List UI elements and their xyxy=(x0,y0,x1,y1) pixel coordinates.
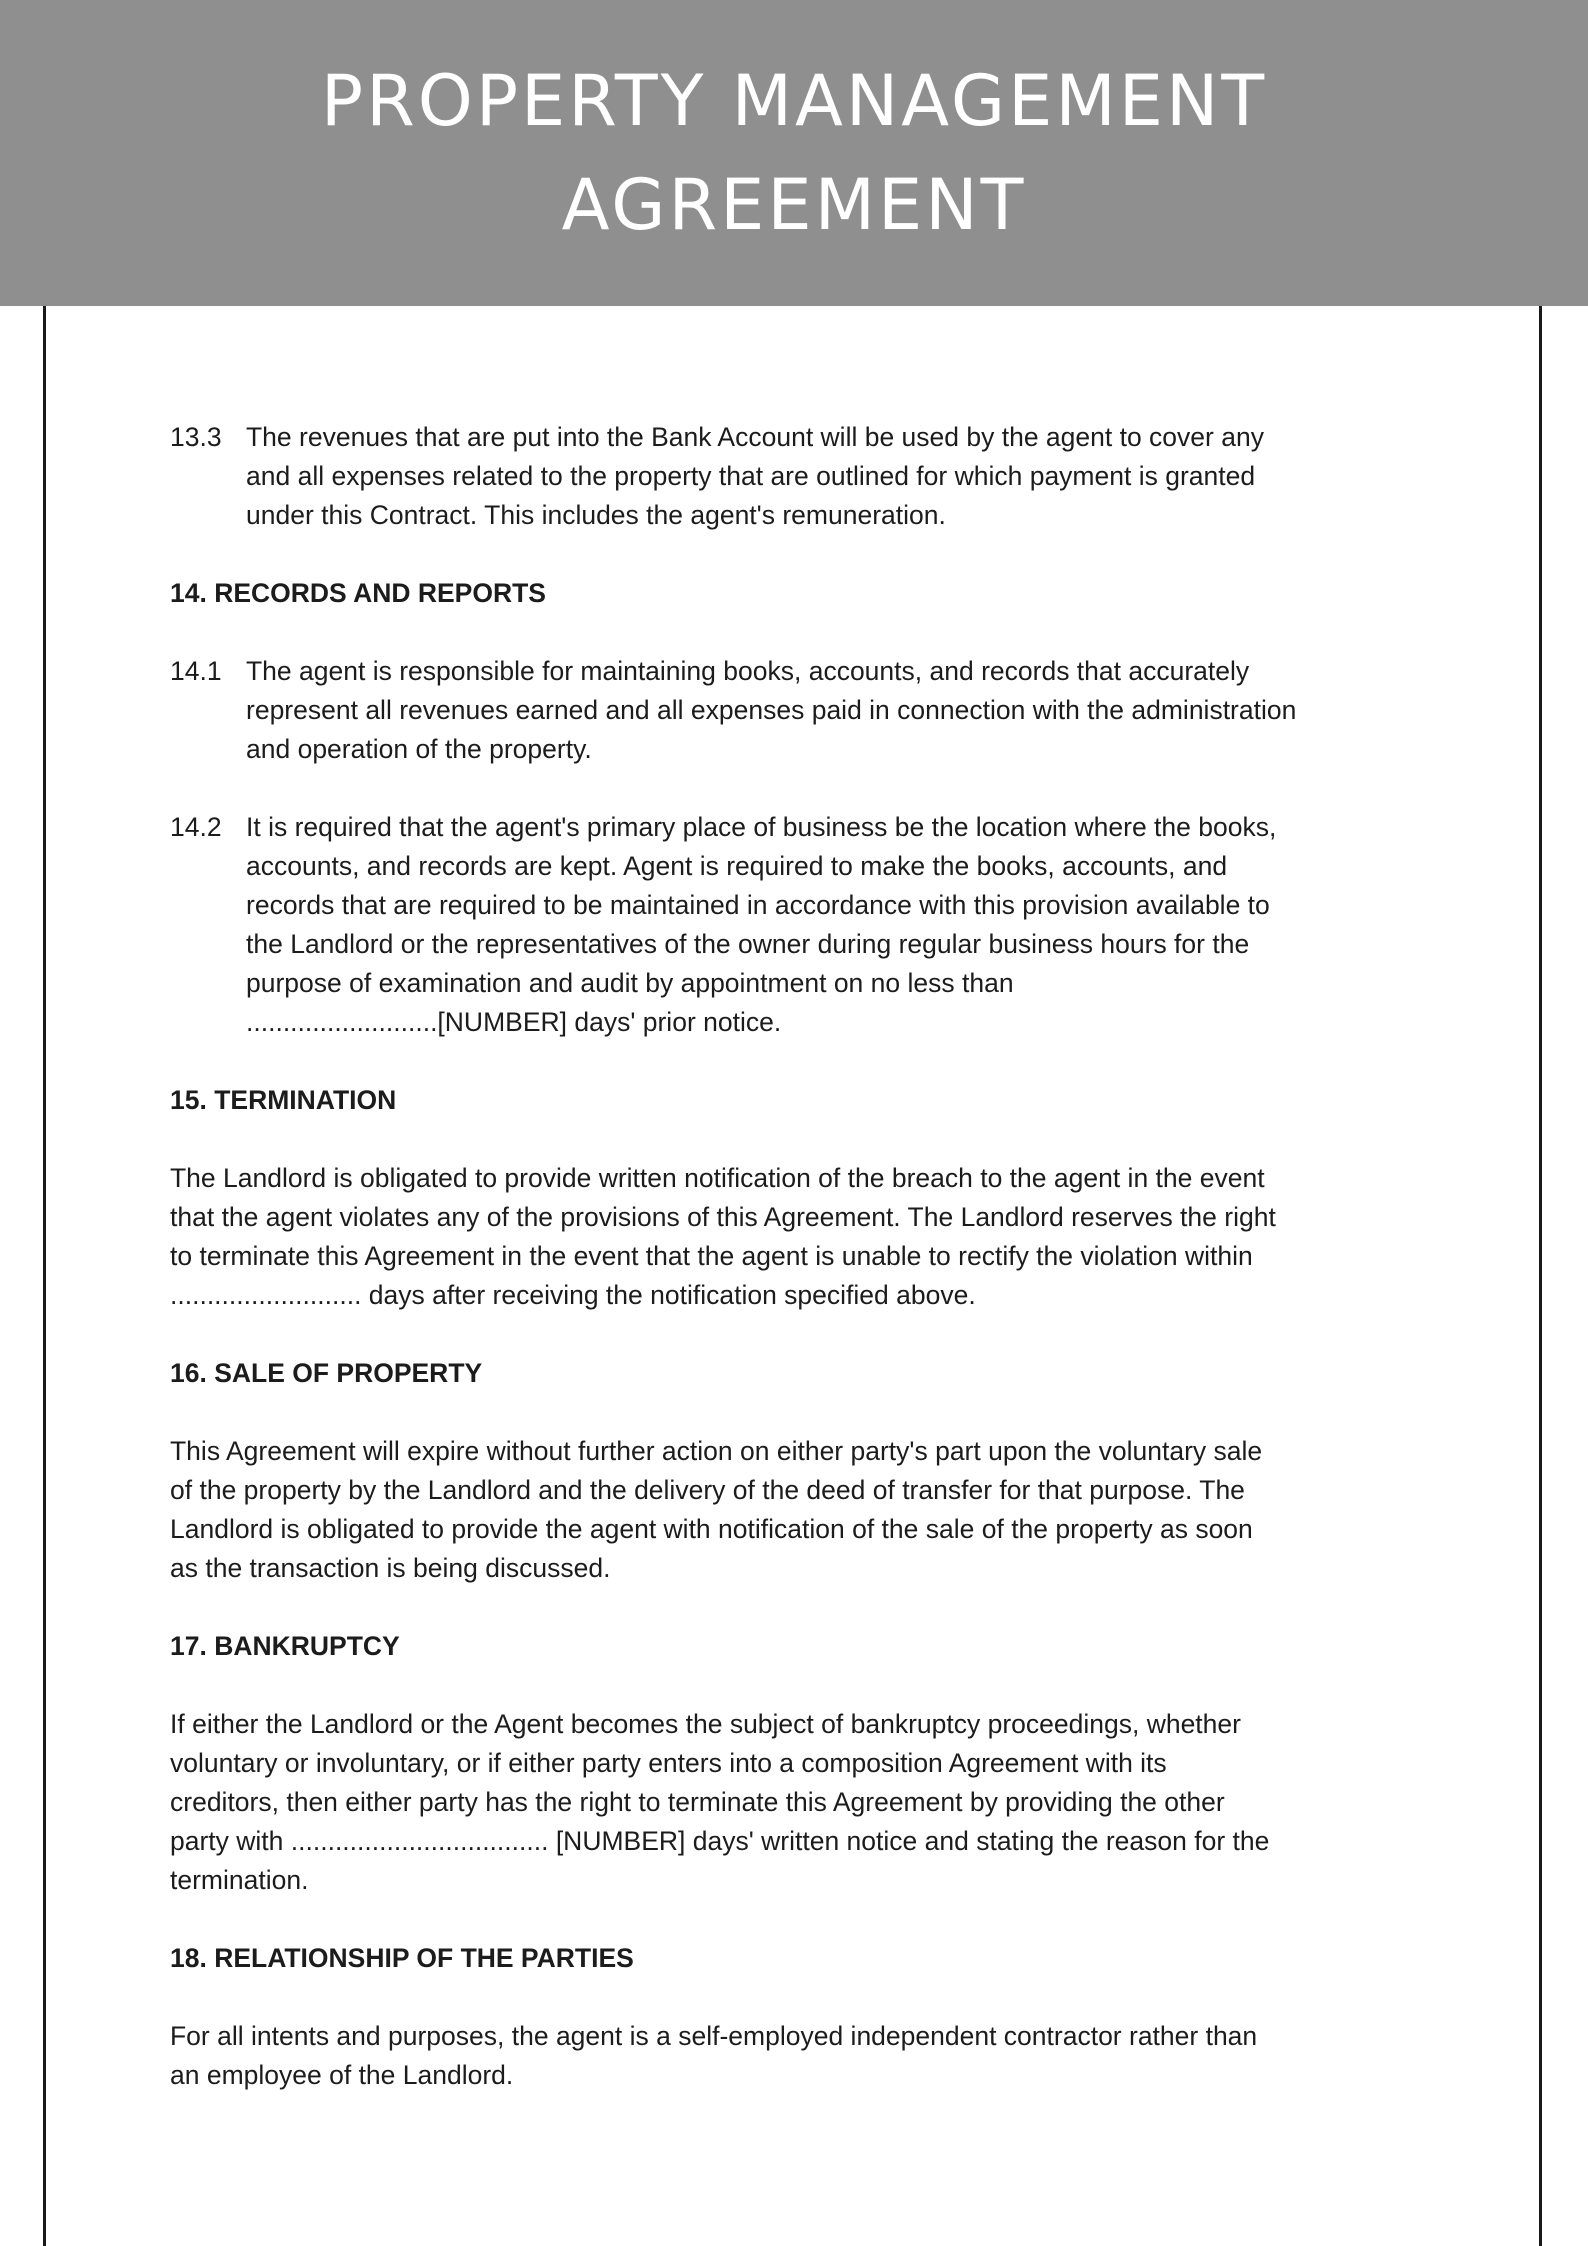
text-line: of the property by the Landlord and the delivery of the deed of transfer for that purpose. The xyxy=(170,1475,1245,1505)
text-line: Landlord is obligated to provide the agent with notification of the sale of the property as soon xyxy=(170,1514,1253,1544)
text-line: The agent is responsible for maintaining books, accounts, and records that accurately xyxy=(246,656,1250,686)
text-line: ..........................[NUMBER] days' prior notice. xyxy=(246,1007,782,1037)
section-heading-bankruptcy: 17. BANKRUPTCY xyxy=(170,1631,400,1661)
clause-14-1 xyxy=(170,652,1420,769)
sale-of-property-paragraph xyxy=(170,1432,1420,1588)
clause-text xyxy=(246,808,1420,1042)
text-line: records that are required to be maintained in accordance with this provision available to xyxy=(246,890,1270,920)
clause-text xyxy=(246,418,1420,535)
document-body xyxy=(170,418,1420,2134)
document-title-line-2: AGREEMENT xyxy=(561,164,1027,246)
section-heading-termination: 15. TERMINATION xyxy=(170,1085,397,1115)
clause-number: 14.2 xyxy=(170,812,222,842)
text-line: and operation of the property. xyxy=(246,734,592,764)
clause-number: 14.1 xyxy=(170,656,222,686)
text-line: as the transaction is being discussed. xyxy=(170,1553,611,1583)
text-line: If either the Landlord or the Agent becomes the subject of bankruptcy proceedings, whether xyxy=(170,1709,1241,1739)
section-heading-records-and-reports: 14. RECORDS AND REPORTS xyxy=(170,578,546,608)
text-line: voluntary or involuntary, or if either party enters into a composition Agreement with its xyxy=(170,1748,1167,1778)
text-line: under this Contract. This includes the agent's remuneration. xyxy=(246,500,946,530)
clause-number: 13.3 xyxy=(170,422,222,452)
clause-text xyxy=(246,652,1420,769)
text-line: to terminate this Agreement in the event that the agent is unable to rectify the violation within xyxy=(170,1241,1253,1271)
clause-13-3 xyxy=(170,418,1420,535)
termination-paragraph xyxy=(170,1159,1420,1315)
text-line: termination. xyxy=(170,1865,309,1895)
text-line: the Landlord or the representatives of the owner during regular business hours for the xyxy=(246,929,1250,959)
text-line: The Landlord is obligated to provide written notification of the breach to the agent in the event xyxy=(170,1163,1265,1193)
text-line: This Agreement will expire without further action on either party's part upon the voluntary sale xyxy=(170,1436,1263,1466)
text-line: represent all revenues earned and all expenses paid in connection with the administration xyxy=(246,695,1297,725)
section-heading-sale-of-property: 16. SALE OF PROPERTY xyxy=(170,1358,483,1388)
text-line: that the agent violates any of the provisions of this Agreement. The Landlord reserves the right xyxy=(170,1202,1276,1232)
text-line: For all intents and purposes, the agent is a self-employed independent contractor rather than xyxy=(170,2021,1258,2051)
page-border-right xyxy=(1539,306,1542,2246)
text-line: accounts, and records are kept. Agent is required to make the books, accounts, and xyxy=(246,851,1228,881)
text-line: .......................... days after receiving the notification specified above. xyxy=(170,1280,976,1310)
text-line: purpose of examination and audit by appointment on no less than xyxy=(246,968,1014,998)
title-banner xyxy=(0,0,1588,306)
text-line: an employee of the Landlord. xyxy=(170,2060,514,2090)
bankruptcy-paragraph xyxy=(170,1705,1420,1900)
document-title-line-1: PROPERTY MANAGEMENT xyxy=(320,60,1268,142)
section-heading-relationship-of-the-parties: 18. RELATIONSHIP OF THE PARTIES xyxy=(170,1943,634,1973)
clause-14-2 xyxy=(170,808,1420,1042)
text-line: and all expenses related to the property that are outlined for which payment is granted xyxy=(246,461,1256,491)
text-line: It is required that the agent's primary place of business be the location where the books, xyxy=(246,812,1277,842)
text-line: The revenues that are put into the Bank Account will be used by the agent to cover any xyxy=(246,422,1264,452)
text-line: party with ................................... [NUMBER] days' written notice and stating the reason for the xyxy=(170,1826,1270,1856)
text-line: creditors, then either party has the right to terminate this Agreement by providing the other xyxy=(170,1787,1225,1817)
relationship-paragraph xyxy=(170,2017,1420,2095)
page-border-left xyxy=(43,306,46,2246)
